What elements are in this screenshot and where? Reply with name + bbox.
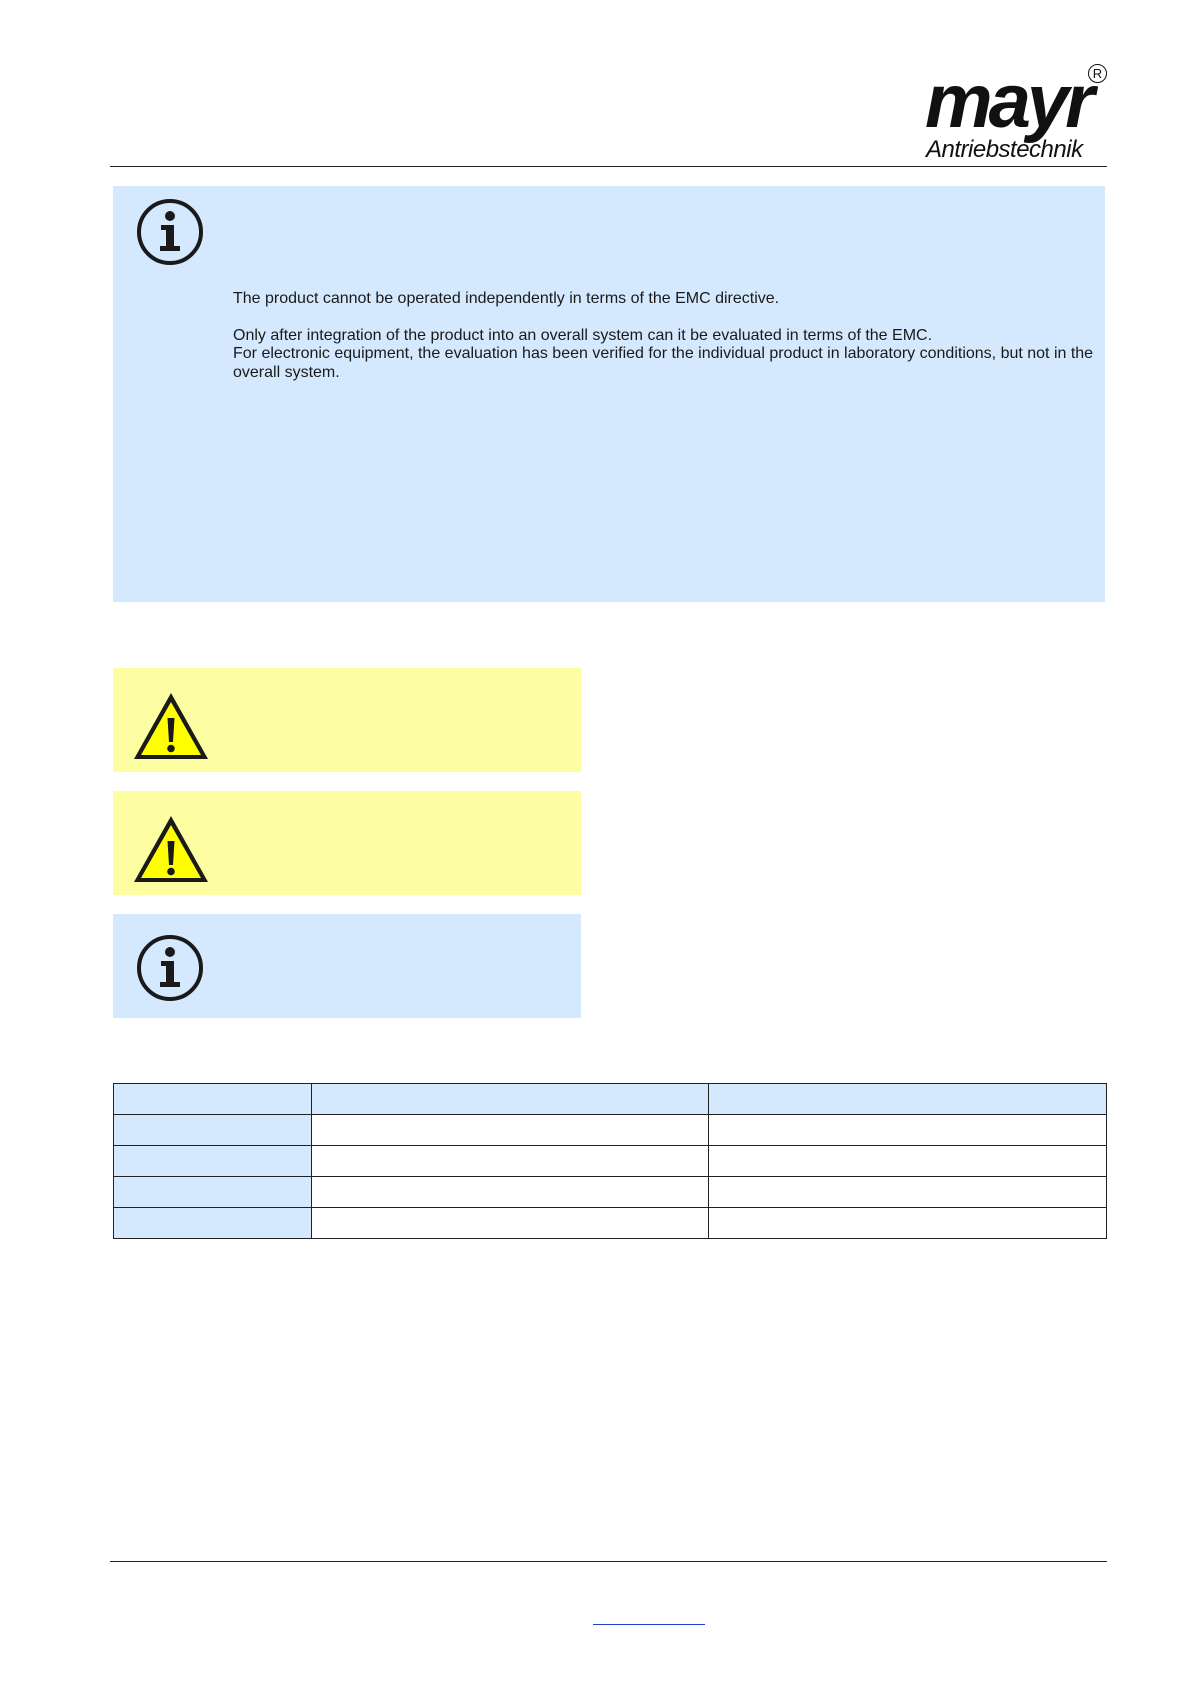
table-row [114, 1115, 1107, 1146]
table-cell [709, 1084, 1107, 1115]
table-cell [312, 1115, 709, 1146]
info-icon [136, 198, 204, 266]
header-rule [110, 166, 1107, 167]
table-cell [114, 1115, 312, 1146]
emc-paragraph-2-line-1: Only after integration of the product into an overall system can it be evaluated in terms of the EMC. [233, 326, 933, 344]
table-cell [312, 1146, 709, 1177]
emc-paragraph-1: The product cannot be operated independently in terms of the EMC directive. [233, 290, 780, 307]
warning-box-2 [113, 791, 581, 895]
mayr-logo [925, 59, 1115, 167]
table-row [114, 1146, 1107, 1177]
table-cell [709, 1177, 1107, 1208]
table-cell [709, 1146, 1107, 1177]
info-box-small [113, 914, 581, 1018]
table-cell [114, 1177, 312, 1208]
table-row [114, 1177, 1107, 1208]
table-cell [312, 1084, 709, 1115]
table-cell [709, 1208, 1107, 1239]
emc-info-box [113, 186, 1105, 602]
table-cell [114, 1146, 312, 1177]
warning-box-1 [113, 668, 581, 772]
table-cell [114, 1084, 312, 1115]
warning-triangle-icon [131, 690, 211, 762]
table-cell [312, 1208, 709, 1239]
footer-rule [110, 1561, 1107, 1562]
emc-note-text [233, 290, 1098, 382]
table-header-row [114, 1084, 1107, 1115]
warning-triangle-icon [131, 813, 211, 885]
emc-paragraph-2-line-2: For electronic equipment, the evaluation has been verified for the individual product in laboratory conditions, but not in the overall system. [233, 345, 1094, 381]
logo-wordmark: mayr [925, 59, 1091, 144]
table-cell [709, 1115, 1107, 1146]
logo-subtitle: Antriebstechnik [926, 136, 1083, 163]
table-cell [114, 1208, 312, 1239]
table-cell [312, 1177, 709, 1208]
info-icon [136, 934, 204, 1002]
footer-link-underline[interactable] [593, 1624, 705, 1625]
registered-mark: R [1088, 64, 1107, 83]
table-row [114, 1208, 1107, 1239]
data-table [113, 1083, 1107, 1239]
